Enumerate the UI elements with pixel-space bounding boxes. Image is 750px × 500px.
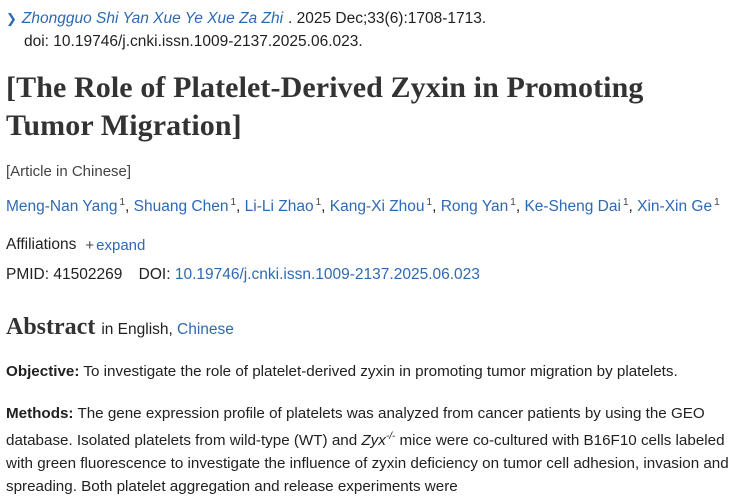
author-link[interactable]: Shuang Chen [133,198,229,216]
abstract-header [6,314,736,341]
author-link[interactable]: Ke-Sheng Dai [524,198,621,216]
author-list [6,190,726,219]
author-affiliation-marker: 1 [230,197,237,208]
expand-label: expand [96,236,146,254]
author-item: Ke-Sheng Dai $^1$, [524,197,638,216]
plus-icon: + [85,236,95,254]
author-affiliation-marker: 1 [714,197,720,208]
affiliations-row [6,236,736,254]
author-affiliation-marker: 1 [622,197,629,208]
gene-genotype-marker: -/- [385,431,396,443]
methods-text-part1: The gene expression profile of platelets was analyzed from cancer patients by using the GEO database. Isolated platelets from wild-type (WT) and [6,405,705,450]
author-link[interactable]: Li-Li Zhao [244,198,314,216]
doi-link[interactable]: 10.19746/j.cnki.issn.1009-2137.2025.06.023 [174,266,480,284]
author-affiliation-marker: 1 [315,197,322,208]
citation-doi: doi: 10.19746/j.cnki.issn.1009-2137.2025.06.023. [24,33,363,50]
author-item [637,198,720,215]
abstract-objective [6,360,732,383]
author-affiliation-marker: 1 [119,197,126,208]
citation-issue: . 2025 Dec;33(6):1708-1713. [288,10,487,27]
author-affiliation-marker: 1 [426,197,433,208]
expand-affiliations-button[interactable] [85,237,145,254]
affiliations-label: Affiliations [6,236,77,254]
objective-text: To investigate the role of platelet-derived zyxin in promoting tumor migration by platelets. [83,363,678,381]
author-item: Meng-Nan Yang $^1$, [6,197,134,216]
abstract-methods [6,402,732,498]
author-link[interactable]: Rong Yan [440,198,509,216]
objective-label: Objective: [6,363,80,381]
abstract-chinese-link[interactable]: Chinese [177,321,234,339]
identifiers-row [6,266,736,284]
author-affiliation-marker: 1 [510,197,516,208]
author-item: Shuang Chen $^1$, [133,197,245,216]
language-note: [Article in Chinese] [6,163,132,180]
doi-label: DOI: [138,266,171,284]
methods-label: Methods: [6,405,74,423]
author-item: Rong Yan $^1$, [440,197,525,216]
gene-name: Zyx [361,432,386,450]
author-item: Kang-Xi Zhou $^1$, [329,197,441,216]
pmid-label: PMID: [6,266,50,284]
page-title: [The Role of Platelet-Derived Zyxin in Promoting Tumor Migration] [6,71,644,142]
author-link[interactable]: Meng-Nan Yang [6,198,118,216]
pmid-value: 41502269 [53,266,123,284]
citation-line [6,8,736,30]
abstract-heading: Abstract [6,314,96,341]
methods-text-part3: adhesion, invasion and spreading. Both platelet aggregation and release experiments were [6,455,729,496]
methods-text-part2: mice were co-cultured with B16F10 cells labeled with green fluorescence to investigate the influence of zyxin deficiency on tumor cell [6,432,725,473]
author-link[interactable]: Xin-Xin Ge [637,198,713,216]
author-item: Li-Li Zhao $^1$, [244,197,330,216]
chevron-right-icon[interactable]: ❯ [6,11,17,26]
author-link[interactable]: Kang-Xi Zhou [329,198,425,216]
journal-link[interactable]: Zhongguo Shi Yan Xue Ye Xue Za Zhi [21,10,284,27]
abstract-language-label: in English, [101,321,173,339]
